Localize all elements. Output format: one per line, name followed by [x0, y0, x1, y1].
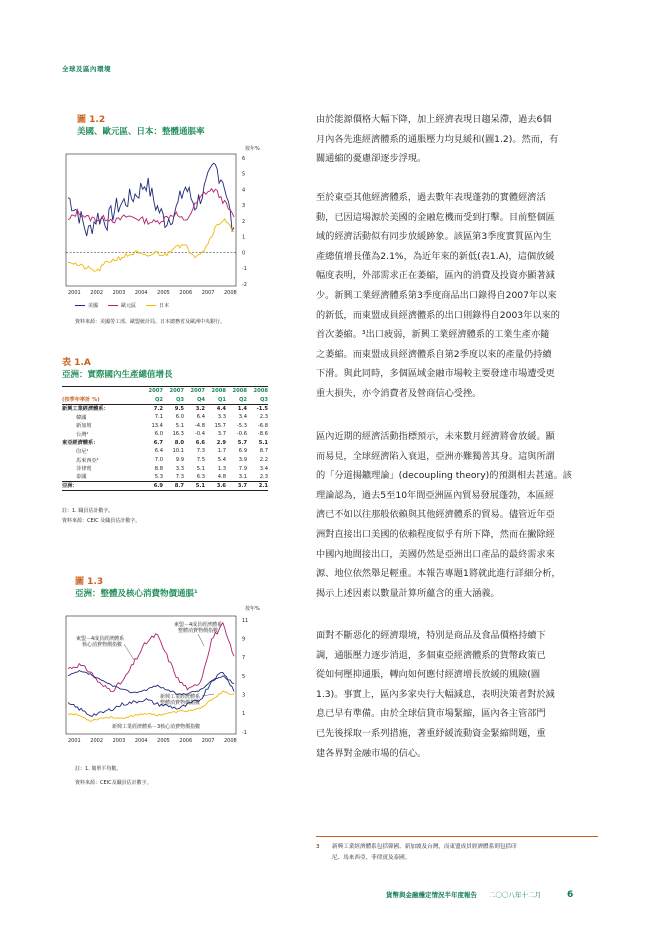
figure-number: 圖 1.3	[75, 577, 104, 587]
cell-value: -0.4	[194, 431, 205, 438]
cell-value: 5.1	[195, 482, 205, 489]
text-line: 下滑。與此同時，多個區域金融市場較主要發達市場遭受更	[316, 368, 555, 380]
text-line: 區內近期的經濟活動指標預示，未來數月經濟將會放緩。顯	[316, 431, 555, 442]
x-tick-label: 2001	[68, 290, 81, 296]
row-label: 馬來西亞¹	[76, 457, 99, 464]
cell-value: 8.7	[174, 482, 184, 489]
cell-value: 3.1	[238, 473, 247, 480]
x-tick-label: 2003	[112, 738, 126, 744]
x-tick-labels	[68, 290, 237, 296]
text-line: 已先後採取一系列措施，著重紓緩流動資金緊縮問題，重	[316, 727, 546, 739]
y-axis-unit: 按年%	[245, 146, 260, 152]
table-year-row	[62, 387, 268, 396]
cell-value: 8.8	[154, 465, 163, 472]
text-line: 動，已因這場源於美國的金融危機而受到打擊。目前整個區	[316, 211, 555, 223]
text-line: 首次萎縮。³出口疲弱，新興工業經濟體系的工業生產亦隨	[316, 329, 550, 341]
cell-value: 7.3	[196, 448, 205, 455]
table-row	[62, 482, 268, 491]
table-row	[62, 413, 268, 422]
legend-japan: 日本	[146, 302, 169, 309]
x-tick-labels	[68, 738, 237, 744]
cell-value: 3.4	[259, 465, 268, 472]
cell-value: -1.5	[256, 405, 268, 412]
text-line: 月內各先進經濟體系的通脹壓力均見緩和(圖1.2)。然而，有	[316, 133, 559, 145]
text-line: 之萎縮。而東盟成員經濟體系自第2季度以來的產量仍持續	[316, 348, 552, 360]
table-row	[62, 439, 268, 448]
paragraph-2	[316, 188, 600, 404]
col-quarter: Q4	[196, 396, 205, 403]
report-title: 貨幣與金融穩定情況半年度報告	[386, 891, 477, 899]
cell-value: 3.7	[237, 482, 247, 489]
col-quarter: Q1	[217, 396, 226, 403]
row-label: 印尼¹	[76, 448, 89, 455]
figure-1-3-source: 資料來源：CEIC及職員估計數字。	[75, 780, 152, 786]
cell-value: 7.9	[238, 465, 247, 472]
cell-value: 8.7	[259, 448, 268, 455]
table-1a	[62, 386, 268, 491]
cell-value: 6.4	[196, 414, 205, 421]
y-tick-label: -1	[242, 266, 247, 273]
row-label: 韓國	[76, 414, 87, 421]
cell-value: 6.7	[153, 439, 163, 446]
text-line: 揭示上述因素以數量計算所蘊含的重大涵義。	[316, 587, 500, 599]
cell-value: 6.6	[195, 439, 205, 446]
series-nie-headline	[68, 672, 234, 716]
figure-1-3-chart	[62, 602, 282, 762]
cell-value: 2.3	[259, 414, 268, 421]
x-tick-label: 2004	[134, 290, 148, 296]
text-line: 的新低，而東盟成員經濟體系的出口則錄得自2003年以來的	[316, 309, 560, 321]
y-tick-label: 11	[242, 617, 249, 624]
cell-value: 7.2	[153, 405, 163, 412]
y-tick-label: 7	[242, 655, 246, 662]
cell-value: 7.5	[196, 457, 205, 464]
cell-value: 1.3	[217, 465, 226, 472]
cell-value: 3.3	[217, 414, 226, 421]
table-quarter-row	[62, 396, 268, 405]
figure-title: 亞洲：整體及核心消費物價通脹¹	[75, 589, 198, 599]
x-tick-label: 2003	[112, 290, 126, 296]
table-number: 表 1.A	[62, 358, 91, 368]
cell-value: 3.9	[238, 457, 247, 464]
y-tick-label: 3	[242, 203, 246, 210]
y-tick-labels	[242, 156, 247, 288]
col-year: 2008	[253, 388, 268, 395]
cell-value: 6.4	[154, 448, 163, 455]
cell-value: 2.9	[216, 439, 226, 446]
table-row	[62, 421, 268, 430]
cell-value: 9.5	[174, 405, 184, 412]
row-label: 菲律賓	[76, 466, 92, 473]
cell-value: 6.9	[153, 482, 163, 489]
table-row	[62, 430, 268, 439]
annotation-asean-core: 東盟－4成員經濟體系核心消費物價指數	[76, 636, 125, 648]
table-row	[62, 456, 268, 465]
col-year: 2008	[232, 388, 247, 395]
text-line: 而易見，全球經濟陷入衰退，亞洲亦難獨善其身。這與所謂	[316, 450, 555, 462]
table-row	[62, 464, 268, 473]
cell-value: 3.4	[238, 414, 247, 421]
col-year: 2007	[148, 388, 163, 395]
cell-value: 13.4	[151, 422, 163, 429]
page-footer	[386, 890, 573, 900]
cell-value: 1.4	[237, 405, 247, 412]
table-row	[62, 447, 268, 456]
figure-title: 美國、歐元區、日本：整體通脹率	[77, 127, 205, 137]
cell-value: 10.1	[172, 448, 184, 455]
annotation-pointer	[198, 634, 204, 646]
cell-value: 9.9	[175, 457, 184, 464]
table-1a-source: 資料來源：CEIC 及職員估計數字。	[62, 518, 141, 524]
row-label: 新加坡	[76, 423, 92, 430]
x-tick-label: 2007	[201, 738, 215, 744]
table-1a-note: 註：1. 職員估計數字。	[62, 508, 114, 514]
cell-value: 6.3	[196, 473, 205, 480]
footnote-rule	[316, 836, 598, 837]
cell-value: -5.3	[236, 422, 247, 429]
series-us	[68, 163, 234, 236]
cell-value: 5.3	[154, 473, 163, 480]
cell-value: 15.7	[214, 422, 226, 429]
text-line: 建各界對金融市場的信心。	[316, 747, 427, 759]
cell-value: 7.3	[175, 473, 184, 480]
text-line: 面對不斷惡化的經濟環境，特別是商品及食品價格持續下	[316, 630, 546, 641]
cell-value: 4.4	[216, 405, 226, 412]
x-tick-label: 2001	[68, 738, 81, 744]
cell-value: 2.2	[259, 457, 268, 464]
y-tick-label: 1	[242, 711, 246, 718]
table-unit: (按季年率計 %)	[62, 397, 100, 404]
footnote-text: 新興工業經濟體系包括韓國、新加坡及台灣，而東盟成員經濟體系則包括印 尼、馬來西亞、菲律賓及泰國。	[332, 844, 517, 861]
row-label: 東亞經濟體系：	[62, 440, 99, 447]
y-tick-labels	[242, 618, 248, 736]
x-tick-label: 2005	[157, 290, 170, 296]
x-tick-label: 2007	[201, 290, 215, 296]
text-line: 息已早有準備。由於全球信貸市場緊縮，區內各主管部門	[316, 708, 546, 720]
y-tick-label: 2	[242, 218, 246, 225]
text-line: 濟已不如以往那般依賴與其他經濟體系的貿易。儘管近年亞	[316, 509, 555, 521]
col-year: 2008	[211, 388, 226, 395]
text-line: 1.3)。事實上，區內多家央行大幅減息，表明決策者對於減	[316, 688, 555, 700]
cell-value: -6.8	[257, 422, 268, 429]
text-line: 中國內地間接出口，美國仍然是亞洲出口產品的最終需求來	[316, 548, 555, 560]
y-tick-label: -2	[242, 281, 247, 288]
x-tick-label: 2005	[157, 738, 170, 744]
footnote-mark: 3	[316, 844, 320, 850]
x-tick-label: 2002	[90, 738, 104, 744]
paragraph-3	[316, 427, 600, 603]
table-row	[62, 404, 268, 413]
legend-us: 美國	[75, 302, 98, 309]
row-label: 泰國	[76, 474, 87, 481]
x-tick-label: 2008	[224, 290, 237, 296]
x-tick-label: 2002	[90, 290, 104, 296]
cell-value: 7.0	[154, 457, 163, 464]
cell-value: 4.8	[217, 473, 226, 480]
text-line: 域的經濟活動似有同步放緩跡象。該區第3季度實質區內生	[316, 231, 552, 243]
y-tick-label: 0	[242, 250, 246, 257]
cell-value: 6.0	[175, 414, 184, 421]
text-line: 的「分道揚鑣理論」(decoupling theory)的預測相去甚遠。該	[316, 470, 572, 482]
cell-value: 5.1	[196, 465, 205, 472]
col-quarter: Q3	[259, 396, 268, 403]
paragraph-1	[316, 110, 600, 169]
cell-value: 8.0	[174, 439, 184, 446]
data-table	[62, 387, 268, 491]
x-tick-label: 2004	[134, 738, 148, 744]
annotation-asean-headline: 東盟－4成員經濟體系整體消費物價指數	[174, 622, 223, 634]
x-tick-label: 2006	[179, 738, 193, 744]
cell-value: -0.6	[236, 431, 247, 438]
x-tick-label: 2006	[179, 290, 193, 296]
section-header: 全球及區內環境	[62, 65, 111, 73]
cell-value: 16.3	[172, 431, 184, 438]
text-line: 理論認為，過去5至10年間亞洲區內貿易發展蓬勃，本區經	[316, 489, 555, 501]
text-line: 由於能源價格大幅下降，加上經濟表現日趨呆滯，過去6個	[316, 114, 552, 125]
col-quarter: Q2	[238, 396, 247, 403]
text-line: 幅度表明，外部需求正在萎縮，區內的消費及投資亦顯著減	[316, 270, 555, 282]
page-number: 6	[567, 890, 574, 900]
y-tick-label: 1	[242, 234, 246, 241]
annotation-nie-headline: 新興工業經濟體系整體消費物價指數	[160, 694, 201, 706]
figure-1-2-source: 資料來源：美國勞工部、歐盟統計局、日本總務省及歐洲中央銀行。	[75, 319, 226, 325]
table-1a-heading	[62, 355, 173, 380]
y-tick-label: -1	[242, 729, 247, 736]
cell-value: -4.8	[194, 422, 205, 429]
cell-value: 1.7	[217, 448, 226, 455]
series-nie-core	[68, 691, 234, 722]
y-tick-label: 5	[242, 171, 246, 178]
cell-value: 6.0	[154, 431, 163, 438]
cell-value: 6.9	[238, 448, 247, 455]
cell-value: 2.1	[258, 482, 268, 489]
figure-1-3-heading	[75, 574, 198, 599]
row-label: 新興工業經濟體系：	[62, 406, 109, 413]
y-tick-label: 6	[242, 155, 246, 162]
figure-1-2-legend	[75, 302, 169, 309]
cell-value: 5.1	[258, 439, 268, 446]
text-line: 從如何壓抑通脹，轉向如何應付經濟增長放緩的風險(圖	[316, 669, 541, 681]
figure-1-2-chart	[62, 142, 282, 304]
plot-frame	[66, 154, 236, 286]
text-line: 重大損失，亦令消費者及營商信心受挫。	[316, 387, 482, 399]
report-date: 二〇〇八年十二月	[489, 891, 541, 899]
table-title: 亞洲：實際國內生產總值增長	[62, 370, 173, 380]
cell-value: 3.3	[175, 465, 184, 472]
y-tick-label: 5	[242, 673, 246, 680]
col-year: 2007	[169, 388, 184, 395]
figure-number: 圖 1.2	[77, 115, 106, 125]
table-row	[62, 473, 268, 482]
paragraph-4	[316, 626, 600, 763]
text-line: 至於東亞其他經濟體系，過去數年表現蓬勃的實體經濟活	[316, 192, 546, 203]
col-year: 2007	[190, 388, 205, 395]
text-line: 源、地位依然舉足輕重。本報告專題1將就此進行詳細分析，	[316, 568, 561, 580]
annotation-nie-core: 新興工業經濟體系－3核心消費物價指數	[112, 724, 201, 730]
cell-value: 5.7	[237, 439, 247, 446]
row-label: 台灣¹	[76, 431, 89, 438]
cell-value: 3.7	[217, 431, 226, 438]
text-line: 調，通脹壓力逐步消退，多個東亞經濟體系的貨幣政策已	[316, 649, 546, 661]
figure-1-3-note: 註：1. 簡單平均數。	[75, 766, 122, 772]
cell-value: 5.4	[217, 457, 226, 464]
text-line: 洲對直接出口美國的依賴程度似乎有所下降，然而在撇除經	[316, 528, 555, 540]
y-tick-label: 4	[242, 187, 246, 194]
x-tick-label: 2008	[224, 738, 237, 744]
row-label: 亞洲：	[62, 483, 78, 490]
y-tick-label: 3	[242, 692, 246, 699]
legend-euro: 歐元區	[108, 302, 136, 309]
col-quarter: Q3	[175, 396, 184, 403]
cell-value: 3.6	[216, 482, 226, 489]
text-line: 關通縮的憂慮卻逐步浮現。	[316, 153, 427, 165]
cell-value: 5.1	[175, 422, 184, 429]
text-line: 產總值增長僅為2.1%，為近年來的新低(表1.A)，這個放緩	[316, 250, 555, 262]
y-axis-unit: 按年%	[245, 606, 260, 612]
col-quarter: Q2	[154, 396, 163, 403]
cell-value: 7.1	[154, 414, 163, 421]
cell-value: 2.3	[259, 473, 268, 480]
figure-1-2-heading	[77, 112, 205, 137]
text-line: 少。新興工業經濟體系第3季度商品出口錄得自2007年以來	[316, 289, 557, 301]
annotation-pointer	[124, 644, 134, 660]
cell-value: 3.2	[195, 405, 205, 412]
cell-value: -8.6	[257, 431, 268, 438]
y-tick-label: 9	[242, 636, 246, 643]
